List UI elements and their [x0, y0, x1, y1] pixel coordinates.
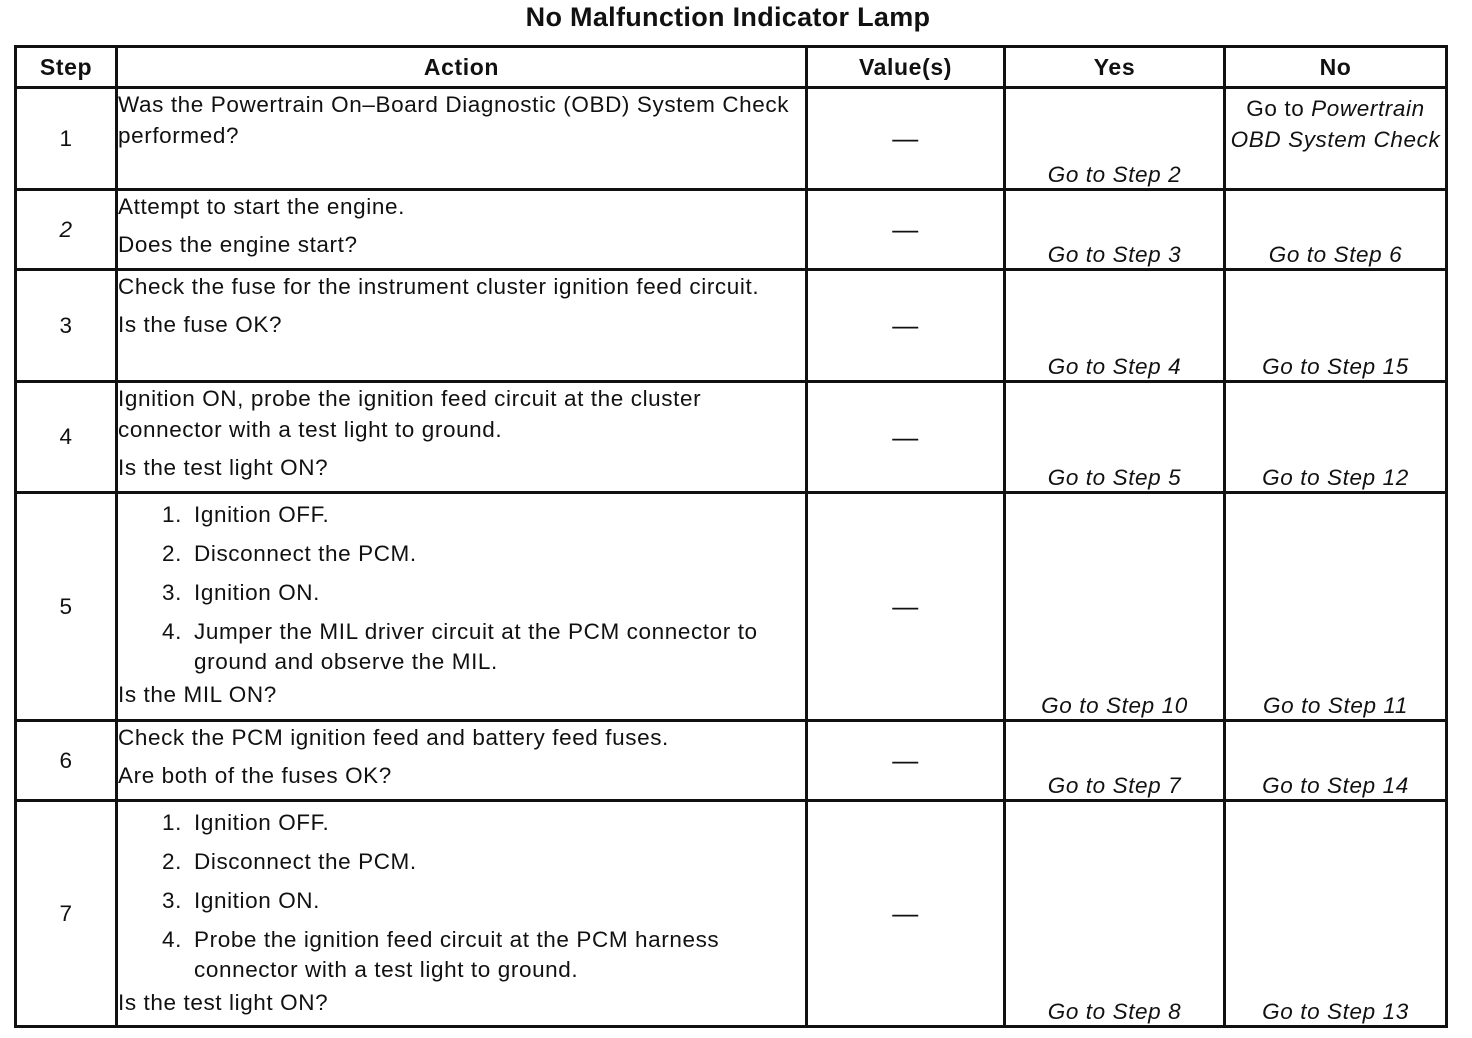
no-cell: Go to Step 13	[1225, 801, 1447, 1027]
yes-cell: Go to Step 5	[1005, 382, 1225, 493]
substep-text: Ignition OFF.	[194, 810, 330, 835]
value-cell: —	[807, 382, 1005, 493]
step-number: 6	[16, 721, 117, 801]
action-text: Was the Powertrain On–Board Diagnostic (OBD) System Check performed?	[118, 92, 790, 148]
substep-item	[118, 617, 805, 677]
table-row	[16, 88, 1447, 190]
table-row	[16, 493, 1447, 721]
value-cell: —	[807, 88, 1005, 190]
yes-cell: Go to Step 7	[1005, 721, 1225, 801]
substep-item	[118, 539, 805, 569]
substep-item	[118, 808, 805, 838]
header-no: No	[1225, 47, 1447, 88]
substep-list	[118, 500, 805, 677]
substep-number: 4.	[162, 619, 182, 644]
substep-number: 3.	[162, 888, 182, 913]
substep-text: Disconnect the PCM.	[194, 849, 417, 874]
no-cell	[1225, 88, 1447, 190]
yes-cell: Go to Step 2	[1005, 88, 1225, 190]
table-row	[16, 801, 1447, 1027]
diagnostic-table	[14, 45, 1448, 1028]
value-cell: —	[807, 270, 1005, 382]
yes-cell: Go to Step 10	[1005, 493, 1225, 721]
substep-list	[118, 808, 805, 985]
substep-item	[118, 886, 805, 916]
no-cell: Go to Step 12	[1225, 382, 1447, 493]
value-cell: —	[807, 493, 1005, 721]
step-number: 4	[16, 382, 117, 493]
value-cell: —	[807, 721, 1005, 801]
yes-cell: Go to Step 8	[1005, 801, 1225, 1027]
action-cell	[117, 270, 807, 382]
yes-cell: Go to Step 4	[1005, 270, 1225, 382]
table-row	[16, 721, 1447, 801]
substep-item	[118, 578, 805, 608]
page-title: No Malfunction Indicator Lamp	[525, 2, 931, 32]
substep-text: Ignition ON.	[194, 888, 321, 913]
substep-number: 1.	[162, 810, 182, 835]
no-cell: Go to Step 6	[1225, 190, 1447, 270]
yes-cell: Go to Step 3	[1005, 190, 1225, 270]
step-number: 2	[16, 190, 117, 270]
no-link-text: Powertrain OBD System Check	[1230, 96, 1441, 152]
table-row	[16, 382, 1447, 493]
action-cell	[117, 382, 807, 493]
action-cell	[117, 801, 807, 1027]
value-cell: —	[807, 190, 1005, 270]
substep-item	[118, 500, 805, 530]
substep-number: 2.	[162, 541, 182, 566]
table-row	[16, 270, 1447, 382]
substep-text: Jumper the MIL driver circuit at the PCM connector to ground and observe the MIL.	[194, 619, 758, 674]
action-cell	[117, 190, 807, 270]
no-cell: Go to Step 14	[1225, 721, 1447, 801]
action-text: Check the PCM ignition feed and battery feed fuses.	[118, 725, 669, 750]
substep-text: Probe the ignition feed circuit at the PCM harness connector with a test light to ground.	[194, 927, 720, 982]
action-question: Is the test light ON?	[118, 455, 329, 480]
substep-number: 2.	[162, 849, 182, 874]
action-cell	[117, 493, 807, 721]
substep-number: 3.	[162, 580, 182, 605]
header-action: Action	[117, 47, 807, 88]
step-number: 3	[16, 270, 117, 382]
header-values: Value(s)	[807, 47, 1005, 88]
action-question: Is the MIL ON?	[118, 682, 277, 707]
substep-number: 1.	[162, 502, 182, 527]
substep-item	[118, 925, 805, 985]
table-row	[16, 190, 1447, 270]
value-cell: —	[807, 801, 1005, 1027]
action-cell	[117, 721, 807, 801]
action-question: Is the test light ON?	[118, 990, 329, 1015]
substep-text: Disconnect the PCM.	[194, 541, 417, 566]
step-number: 7	[16, 801, 117, 1027]
action-cell	[117, 88, 807, 190]
table-header-row	[16, 47, 1447, 88]
no-prefix: Go to	[1246, 96, 1312, 121]
action-question: Is the fuse OK?	[118, 312, 283, 337]
action-text: Attempt to start the engine.	[118, 194, 405, 219]
substep-text: Ignition OFF.	[194, 502, 330, 527]
no-cell: Go to Step 15	[1225, 270, 1447, 382]
substep-item	[118, 847, 805, 877]
step-number: 1	[16, 88, 117, 190]
action-question: Are both of the fuses OK?	[118, 763, 392, 788]
action-question: Does the engine start?	[118, 232, 358, 257]
header-yes: Yes	[1005, 47, 1225, 88]
step-number: 5	[16, 493, 117, 721]
no-cell: Go to Step 11	[1225, 493, 1447, 721]
action-text: Check the fuse for the instrument cluster ignition feed circuit.	[118, 274, 760, 299]
substep-number: 4.	[162, 927, 182, 952]
header-step: Step	[16, 47, 117, 88]
substep-text: Ignition ON.	[194, 580, 321, 605]
action-text: Ignition ON, probe the ignition feed circuit at the cluster connector with a test light to ground.	[118, 386, 702, 442]
